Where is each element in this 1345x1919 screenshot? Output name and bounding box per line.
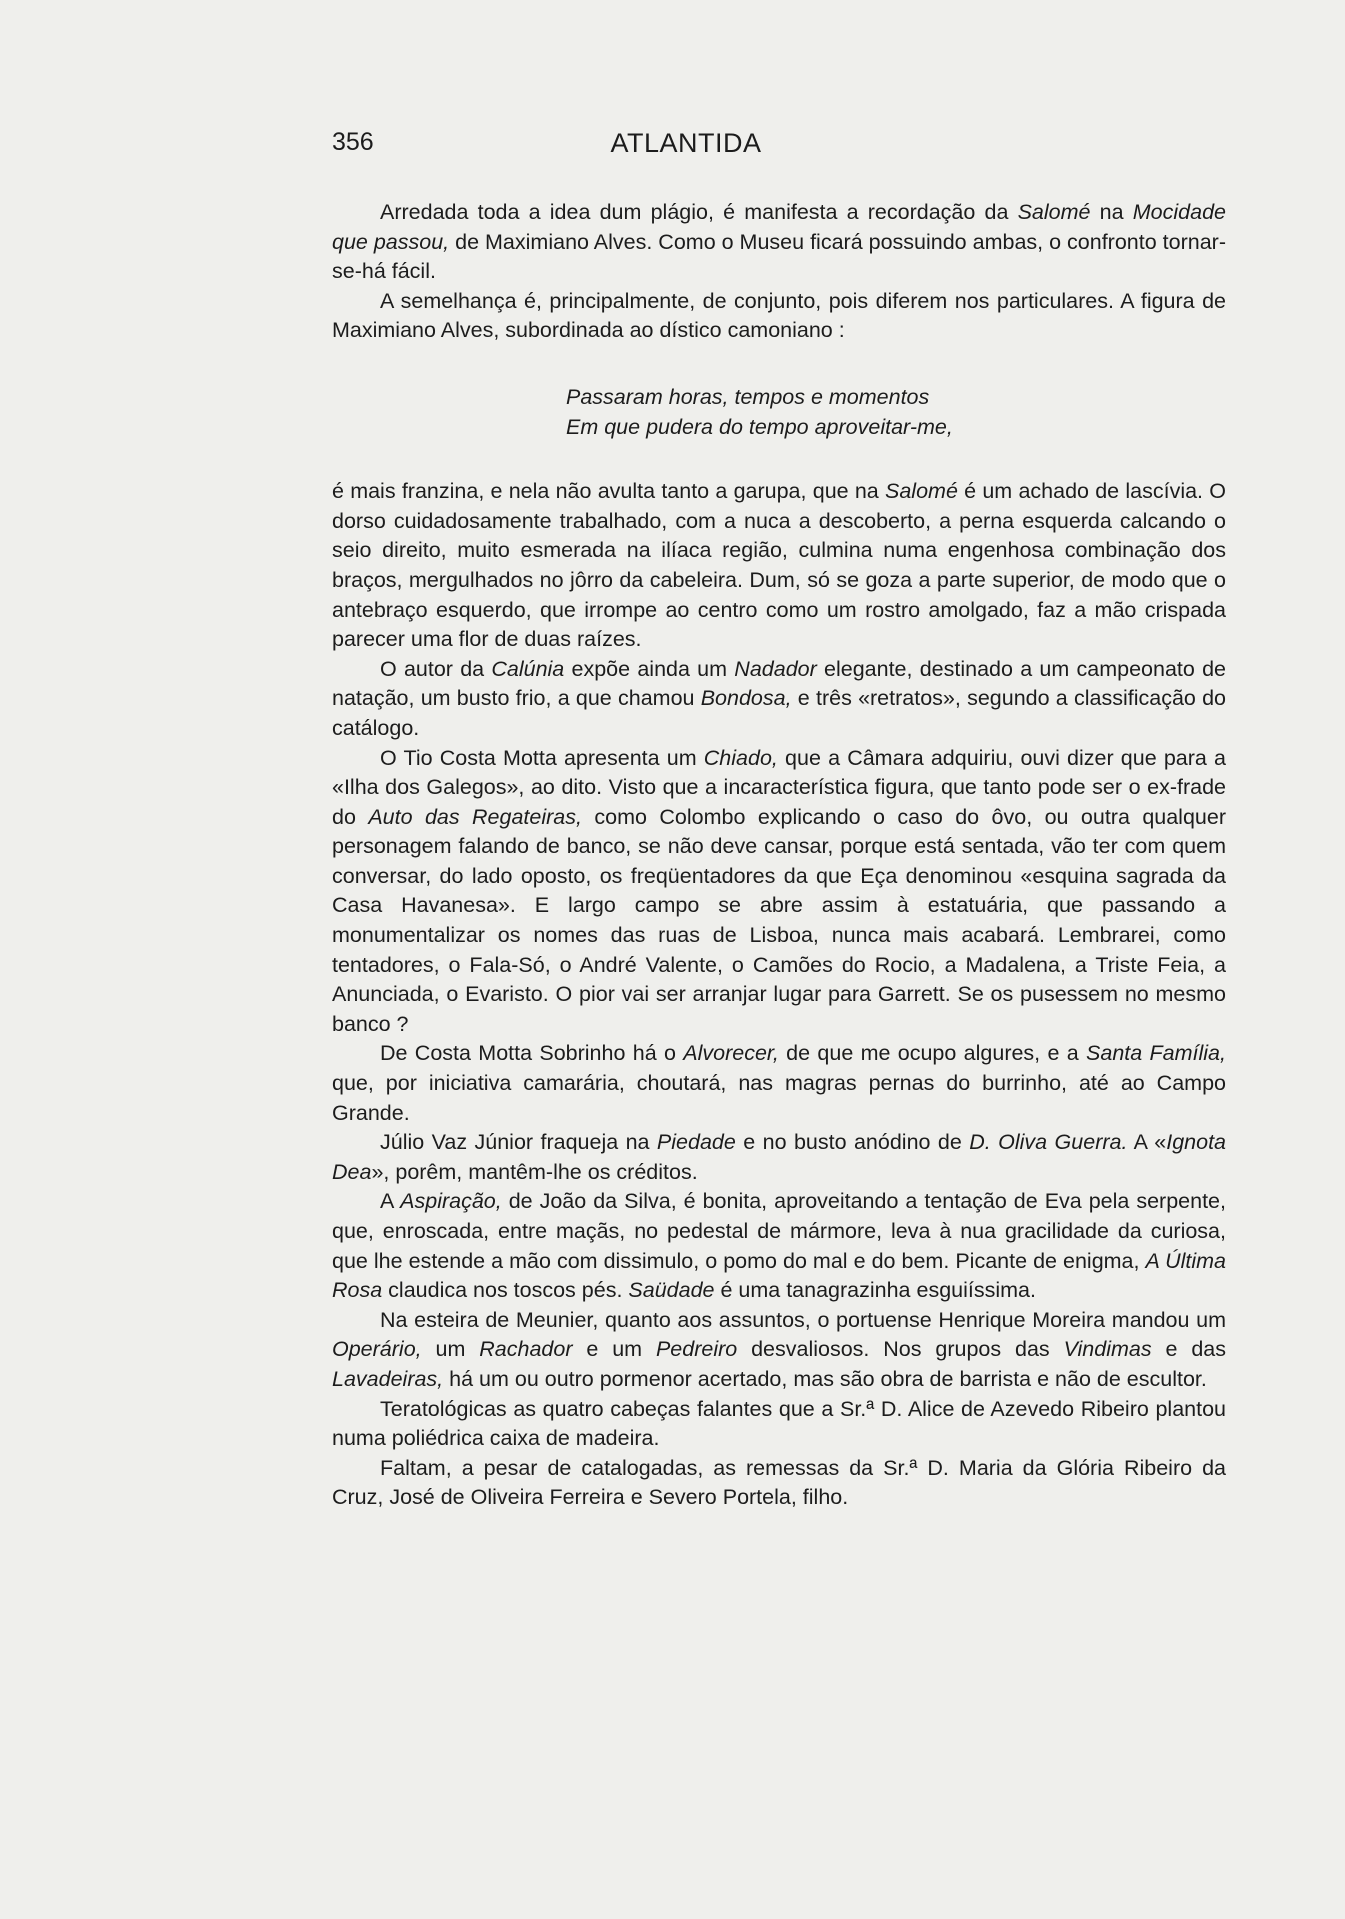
paragraph <box>332 744 1226 1040</box>
text-run: Faltam, a pesar de catalogadas, as remessas da Sr.ª D. Maria da Glória Ribeiro da Cruz, José de Oliveira Ferreira e Severo Portela, filho. <box>332 1455 1226 1510</box>
text-run: desvaliosos. Nos grupos das <box>737 1337 1064 1362</box>
text-run: elegante, destinado a um campeonato de natação, um busto frio, a que chamou <box>332 656 1226 711</box>
italic-title: Auto das Regateiras, <box>368 804 582 829</box>
text-run: que a Câmara adquiriu, ouvi dizer que para a «Ilha dos Galegos», ao dito. Visto que a incaracterística figura, que tanto pode ser o ex-frade do <box>332 745 1226 829</box>
paragraph <box>332 1454 1226 1513</box>
italic-title: Bondosa, <box>700 686 792 711</box>
paragraph <box>332 477 1226 655</box>
text-run: expõe ainda um <box>564 656 735 681</box>
italic-title: Saüdade <box>628 1278 715 1303</box>
text-run: um <box>421 1337 480 1362</box>
page-header <box>332 128 1040 168</box>
verse-line: Passaram horas, tempos e momentos <box>566 384 930 409</box>
italic-title: Aspiração, <box>400 1189 502 1214</box>
text-run: é mais franzina, e nela não avulta tanto a garupa, que na <box>332 479 885 504</box>
text-run: como Colombo explicando o caso do ôvo, ou outra qualquer personagem falando de banco, se não deve cansar, porque está sentada, vão ter com quem conversar, do lado oposto, os freqüentadores da que Eça denominou «esquina sagrada da Casa Havanesa». E largo campo se abre assim à estatuária, que passando a monumentalizar os nomes das ruas de Lisboa, nunca mais acabará. Lembrarei, como tentadores, o Fala-Só, o André Valente, o Camões do Rocio, a Madalena, a Triste Feia, a Anunciada, o Evaristo. O pior vai ser arranjar lugar para Garrett. Se os pusessem no mesmo banco ? <box>332 804 1226 1036</box>
italic-title: Lavadeiras, <box>332 1366 444 1391</box>
text-run: e no busto anódino de <box>735 1130 970 1155</box>
paragraph <box>332 1128 1226 1187</box>
paragraph <box>332 287 1226 346</box>
italic-title: Santa Família, <box>1086 1041 1226 1066</box>
text-run: e um <box>572 1337 656 1362</box>
paragraph <box>332 1039 1226 1128</box>
italic-title: Ignota Dea <box>332 1130 1226 1184</box>
paragraph <box>332 1187 1226 1305</box>
text-run: claudica nos toscos pés. <box>382 1278 629 1303</box>
paragraph <box>332 198 1226 287</box>
text-run: e das <box>1151 1337 1226 1362</box>
text-run: Na esteira de Meunier, quanto aos assuntos, o portuense Henrique Moreira mandou um <box>380 1307 1226 1332</box>
italic-title: Mocidade que passou, <box>332 200 1226 254</box>
text-run: que, por iniciativa camarária, choutará, nas magras pernas do burrinho, até ao Campo Grande. <box>332 1071 1226 1125</box>
text-run: A « <box>1127 1130 1167 1155</box>
italic-title: D. Oliva Guerra. <box>969 1130 1128 1155</box>
italic-title: Rachador <box>479 1337 573 1362</box>
verse-line: Em que pudera do tempo aproveitar-me, <box>566 414 953 439</box>
italic-title: Pedreiro <box>655 1337 738 1362</box>
text-run: é uma tanagrazinha esguiíssima. <box>714 1278 1036 1303</box>
text-run: O autor da <box>380 656 492 681</box>
text-run: na <box>1090 200 1133 224</box>
text-run: e três «retratos», segundo a classificação do catálogo. <box>332 686 1227 740</box>
text-run: Arredada toda a idea dum plágio, é manifesta a recordação da <box>380 200 1018 224</box>
text-run: A <box>380 1189 401 1214</box>
paragraph <box>332 655 1226 744</box>
text-run: O Tio Costa Motta apresenta um <box>380 745 704 770</box>
text-run: Júlio Vaz Júnior fraqueja na <box>380 1130 657 1155</box>
italic-title: Alvorecer, <box>683 1041 779 1066</box>
page-number: 356 <box>332 128 374 156</box>
verse-quote <box>566 383 1226 442</box>
paragraph <box>332 1395 1226 1454</box>
italic-title: Chiado, <box>703 745 778 770</box>
italic-title: Calúnia <box>491 656 565 681</box>
text-run: A semelhança é, principalmente, de conjunto, pois diferem nos particulares. A figura de Maximiano Alves, subordinada ao dístico camoniano : <box>332 288 1226 343</box>
text-run: De Costa Motta Sobrinho há o <box>380 1041 684 1066</box>
italic-title: Salomé <box>1017 200 1091 224</box>
article-body <box>332 198 1226 1513</box>
italic-title: Salomé <box>885 479 958 504</box>
text-run: de que me ocupo algures, e a <box>778 1041 1087 1066</box>
italic-title: Operário, <box>332 1337 422 1362</box>
text-run: de João da Silva, é bonita, aproveitando a tentação de Eva pela serpente, que, enroscada, entre maçãs, no pedestal de mármore, leva à nua gracilidade da curiosa, que lhe estende a mão com dissimulo, o pomo do mal e do bem. Picante de enigma, <box>332 1189 1226 1273</box>
text-run: Teratológicas as quatro cabeças falantes que a Sr.ª D. Alice de Azevedo Ribeiro plantou numa poliédrica caixa de madeira. <box>332 1396 1226 1451</box>
paragraph <box>332 1306 1226 1395</box>
text-run: há um ou outro pormenor acertado, mas são obra de barrista e não de escultor. <box>443 1366 1207 1391</box>
text-run: de Maximiano Alves. Como o Museu ficará possuindo ambas, o confronto tornar-se-há fácil. <box>332 229 1226 284</box>
italic-title: Vindimas <box>1063 1337 1152 1362</box>
text-run: », porêm, mantêm-lhe os créditos. <box>371 1159 698 1184</box>
italic-title: A Última Rosa <box>332 1248 1227 1303</box>
running-title: ATLANTIDA <box>610 128 762 158</box>
text-run: é um achado de lascívia. O dorso cuidadosamente trabalhado, com a nuca a descoberto, a perna esquerda calcando o seio direito, muito esmerada na ilíaca região, culmina numa engenhosa combinação dos braços, mergulhados no jôrro da cabeleira. Dum, só se goza a parte superior, de modo que o antebraço esquerdo, que irrompe ao centro como um rostro amolgado, faz a mão crispada parecer uma flor de duas raízes. <box>332 479 1226 652</box>
italic-title: Piedade <box>656 1130 736 1155</box>
italic-title: Nadador <box>734 656 817 681</box>
